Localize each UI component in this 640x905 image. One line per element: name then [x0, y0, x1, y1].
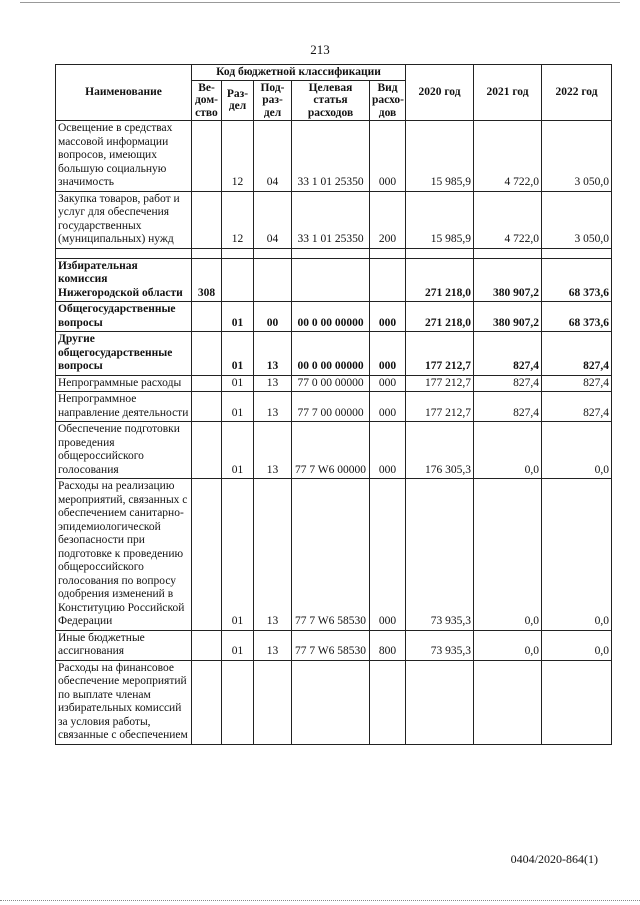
- cell-celevaya: 77 7 W6 00000: [292, 422, 370, 479]
- col-header-celevaya: Целевая статья расходов: [292, 80, 370, 121]
- empty-cell: [192, 248, 222, 258]
- cell-razdel: 01: [222, 332, 254, 376]
- cell-name: Общегосударственные вопросы: [56, 302, 192, 332]
- cell-2020: 271 218,0: [406, 258, 474, 302]
- cell-2020: 73 935,3: [406, 479, 474, 631]
- cell-2022: 827,4: [542, 392, 612, 422]
- cell-razdel: [222, 258, 254, 302]
- cell-2020: [406, 660, 474, 744]
- col-header-group: Код бюджетной классификации: [192, 65, 406, 81]
- cell-2022: [542, 660, 612, 744]
- cell-vedomstvo: [192, 302, 222, 332]
- table-row: [56, 332, 612, 376]
- budget-table: [55, 64, 612, 745]
- cell-name: Обеспечение подготовки проведения общероссийского голосования: [56, 422, 192, 479]
- cell-razdel: 01: [222, 630, 254, 660]
- cell-name: Освещение в средствах массовой информации вопросов, имеющих большую социальную значимость: [56, 121, 192, 192]
- cell-podrazdel: 04: [254, 121, 292, 192]
- empty-cell: [474, 248, 542, 258]
- cell-podrazdel: 13: [254, 375, 292, 392]
- cell-vid: 800: [370, 630, 406, 660]
- page-number: 213: [310, 42, 330, 57]
- cell-razdel: [222, 660, 254, 744]
- spacer-row: [56, 248, 612, 258]
- cell-name: Избирательная комиссия Нижегородской области: [56, 258, 192, 302]
- cell-podrazdel: 04: [254, 191, 292, 248]
- cell-vedomstvo: [192, 422, 222, 479]
- cell-podrazdel: 13: [254, 479, 292, 631]
- table-row: [56, 392, 612, 422]
- empty-cell: [56, 248, 192, 258]
- cell-podrazdel: 13: [254, 332, 292, 376]
- cell-2022: 827,4: [542, 332, 612, 376]
- cell-celevaya: 77 7 00 00000: [292, 392, 370, 422]
- cell-razdel: 01: [222, 392, 254, 422]
- cell-name: Непрограммное направление деятельности: [56, 392, 192, 422]
- col-header-name: Наименование: [56, 65, 192, 121]
- cell-razdel: 01: [222, 375, 254, 392]
- cell-name: Иные бюджетные ассигнования: [56, 630, 192, 660]
- cell-vedomstvo: [192, 630, 222, 660]
- cell-celevaya: 77 7 W6 58530: [292, 479, 370, 631]
- cell-name: Другие общегосударственные вопросы: [56, 332, 192, 376]
- cell-vedomstvo: [192, 332, 222, 376]
- cell-celevaya: 33 1 01 25350: [292, 121, 370, 192]
- cell-2022: 3 050,0: [542, 121, 612, 192]
- cell-celevaya: 00 0 00 00000: [292, 332, 370, 376]
- cell-2021: 827,4: [474, 392, 542, 422]
- table-row: [56, 258, 612, 302]
- cell-2020: 73 935,3: [406, 630, 474, 660]
- cell-2022: 68 373,6: [542, 258, 612, 302]
- table-row: [56, 302, 612, 332]
- cell-vid: 200: [370, 191, 406, 248]
- cell-vid: 000: [370, 302, 406, 332]
- empty-cell: [370, 248, 406, 258]
- table-row: [56, 660, 612, 744]
- cell-2021: 0,0: [474, 479, 542, 631]
- cell-vedomstvo: [192, 392, 222, 422]
- cell-2021: 4 722,0: [474, 191, 542, 248]
- cell-2020: 271 218,0: [406, 302, 474, 332]
- cell-celevaya: 77 0 00 00000: [292, 375, 370, 392]
- table-row: [56, 422, 612, 479]
- cell-celevaya: [292, 258, 370, 302]
- cell-vid: 000: [370, 332, 406, 376]
- cell-2022: 0,0: [542, 479, 612, 631]
- table-body: [56, 121, 612, 745]
- empty-cell: [292, 248, 370, 258]
- cell-2020: 177 212,7: [406, 375, 474, 392]
- top-rule: [20, 2, 620, 3]
- header-row-1: [56, 65, 612, 81]
- cell-celevaya: 00 0 00 00000: [292, 302, 370, 332]
- col-header-vid: Вид расхо-дов: [370, 80, 406, 121]
- bottom-rule: [0, 900, 640, 901]
- cell-razdel: 12: [222, 121, 254, 192]
- cell-2022: 68 373,6: [542, 302, 612, 332]
- cell-vedomstvo: [192, 121, 222, 192]
- table-row: [56, 191, 612, 248]
- cell-2021: 380 907,2: [474, 302, 542, 332]
- empty-cell: [406, 248, 474, 258]
- cell-razdel: 12: [222, 191, 254, 248]
- cell-celevaya: 77 7 W6 58530: [292, 630, 370, 660]
- cell-razdel: 01: [222, 302, 254, 332]
- cell-2021: 0,0: [474, 630, 542, 660]
- col-header-2020: 2020 год: [406, 65, 474, 121]
- col-header-vedomstvo: Ве-дом-ство: [192, 80, 222, 121]
- cell-vid: 000: [370, 121, 406, 192]
- cell-2022: 827,4: [542, 375, 612, 392]
- cell-podrazdel: [254, 660, 292, 744]
- cell-podrazdel: 13: [254, 392, 292, 422]
- cell-2021: 827,4: [474, 375, 542, 392]
- cell-vedomstvo: 308: [192, 258, 222, 302]
- cell-vid: [370, 258, 406, 302]
- cell-2020: 176 305,3: [406, 422, 474, 479]
- col-header-2022: 2022 год: [542, 65, 612, 121]
- empty-cell: [254, 248, 292, 258]
- cell-vid: 000: [370, 479, 406, 631]
- cell-2020: 15 985,9: [406, 191, 474, 248]
- cell-vid: [370, 660, 406, 744]
- table-row: [56, 630, 612, 660]
- cell-name: Непрограммные расходы: [56, 375, 192, 392]
- cell-vedomstvo: [192, 191, 222, 248]
- cell-vedomstvo: [192, 375, 222, 392]
- cell-2022: 3 050,0: [542, 191, 612, 248]
- footer-document-code: 0404/2020-864(1): [510, 852, 598, 866]
- cell-2021: 0,0: [474, 422, 542, 479]
- cell-2021: 827,4: [474, 332, 542, 376]
- cell-name: Расходы на реализацию мероприятий, связанных с обеспечением санитарно-эпидемиологической безопасности при подготовке к проведению общероссийского голосования по вопросу одобрения изменений в Конституцию Российской Федерации: [56, 479, 192, 631]
- cell-2021: [474, 660, 542, 744]
- empty-cell: [222, 248, 254, 258]
- cell-2022: 0,0: [542, 422, 612, 479]
- cell-podrazdel: 13: [254, 630, 292, 660]
- cell-2020: 177 212,7: [406, 332, 474, 376]
- cell-name: Расходы на финансовое обеспечение мероприятий по выплате членам избирательных комиссий за условия работы, связанные с обеспечением: [56, 660, 192, 744]
- cell-celevaya: [292, 660, 370, 744]
- cell-podrazdel: 13: [254, 422, 292, 479]
- cell-2020: 177 212,7: [406, 392, 474, 422]
- cell-2022: 0,0: [542, 630, 612, 660]
- cell-2020: 15 985,9: [406, 121, 474, 192]
- cell-vid: 000: [370, 375, 406, 392]
- cell-vid: 000: [370, 422, 406, 479]
- cell-razdel: 01: [222, 479, 254, 631]
- cell-2021: 4 722,0: [474, 121, 542, 192]
- table-row: [56, 121, 612, 192]
- cell-vedomstvo: [192, 479, 222, 631]
- empty-cell: [542, 248, 612, 258]
- cell-podrazdel: [254, 258, 292, 302]
- table-row: [56, 479, 612, 631]
- table-row: [56, 375, 612, 392]
- cell-name: Закупка товаров, работ и услуг для обеспечения государственных (муниципальных) нужд: [56, 191, 192, 248]
- col-header-podrazdel: Под-раз-дел: [254, 80, 292, 121]
- col-header-2021: 2021 год: [474, 65, 542, 121]
- col-header-razdel: Раз-дел: [222, 80, 254, 121]
- cell-vedomstvo: [192, 660, 222, 744]
- cell-razdel: 01: [222, 422, 254, 479]
- cell-vid: 000: [370, 392, 406, 422]
- cell-podrazdel: 00: [254, 302, 292, 332]
- cell-2021: 380 907,2: [474, 258, 542, 302]
- cell-celevaya: 33 1 01 25350: [292, 191, 370, 248]
